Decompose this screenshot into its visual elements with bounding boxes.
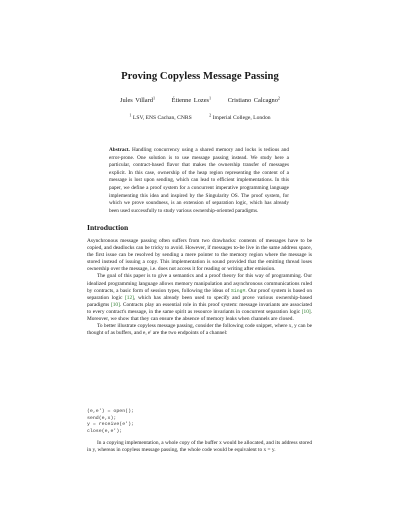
author-line xyxy=(0,97,400,104)
paragraph: In a copying implementation, a whole copy of the buffer x would be allocated, and its address stored in y, whereas in copyless message passing, the whole code would be equivalent to x = y. xyxy=(87,440,312,454)
body-text xyxy=(87,238,312,337)
paragraph: Asynchronous message passing often suffers from two drawbacks: contents of messages have to be copied, and deadlocks can be tricky to avoid. However, if messages to-be live in the same address space, the first issue can be resolved by sending a mere pointer to the memory region where the message is stored instead of issuing a copy. This implementation is sound provided that the emitting thread loses ownership over the message, i.e. does not access it for reading or writing after emission. xyxy=(87,238,312,273)
code-line: send(e,x); xyxy=(87,415,117,421)
author-name: Cristiano Calcagno xyxy=(227,97,278,104)
affiliation-mark: 2 xyxy=(209,112,212,118)
citation-link[interactable]: [10] xyxy=(110,301,120,308)
author-name: Étienne Lozes xyxy=(171,97,210,104)
code-snippet xyxy=(87,409,134,435)
affiliation-mark: 1 xyxy=(152,95,156,101)
affiliation-line xyxy=(0,112,400,121)
affiliation-name: Imperial College, London xyxy=(212,115,271,121)
abstract-text: Handling concurrency using a shared memory and locks is tedious and error-prone. One solution is to use message passing instead. We study here a particular, contract-based flavor that makes the ownership transfer of messages explicit. In this case, ownership of the heap region representing the content of a message is lost upon sending, which can lead to efficient implementations. In this paper, we define a proof system for a concurrent imperative programming language implementing this idea and inspired by the Singularity OS. The proof system, for which we prove soundness, is an extension of separation logic, which has already been used successfully to study various ownership-oriented paradigms. xyxy=(109,147,290,214)
paragraph: The goal of this paper is to give a semantics and a proof theory for this way of programming. Our idealized programming language allows memory manipulation and asynchronous communications ruled by contracts, a basic form of session types, following the ideas of Sing#. Our proof system is based on separation logic [12], which has already been used to specify and prove various ownership-based paradigms [10]. Contracts play an essential role in this proof system: message invariants are associated to every contract's message, in the same spirit as resource invariants in concurrent separation logic [10]. Moreover, we show that they can ensure the absence of memory leaks when channels are closed. xyxy=(87,273,312,323)
paper-title: Proving Copyless Message Passing xyxy=(121,71,279,82)
inline-code: Sing# xyxy=(230,288,246,294)
section-heading: Introduction xyxy=(87,223,129,232)
body-text xyxy=(87,440,312,454)
abstract-label: Abstract. xyxy=(109,147,130,153)
code-line: (e,e') = open(); xyxy=(87,409,134,414)
affiliation-mark: 1 xyxy=(209,95,212,101)
citation-link[interactable]: [10] xyxy=(301,308,311,315)
code-line: close(e,e'); xyxy=(87,428,123,434)
citation-link[interactable]: [12] xyxy=(125,294,134,301)
paragraph: To better illustrate copyless message passing, consider the following code snippet, where x, y can be thought of as buffers, and e, e' are the two endpoints of a channel: xyxy=(87,323,312,337)
abstract xyxy=(109,147,289,215)
affiliation-mark: 2 xyxy=(277,95,281,101)
code-line: y = receive(e'); xyxy=(87,422,134,428)
author-name: Jules Villard xyxy=(119,97,153,104)
affiliation-mark: 1 xyxy=(129,112,132,118)
affiliation-name: LSV, ENS Cachan, CNRS xyxy=(132,115,192,121)
